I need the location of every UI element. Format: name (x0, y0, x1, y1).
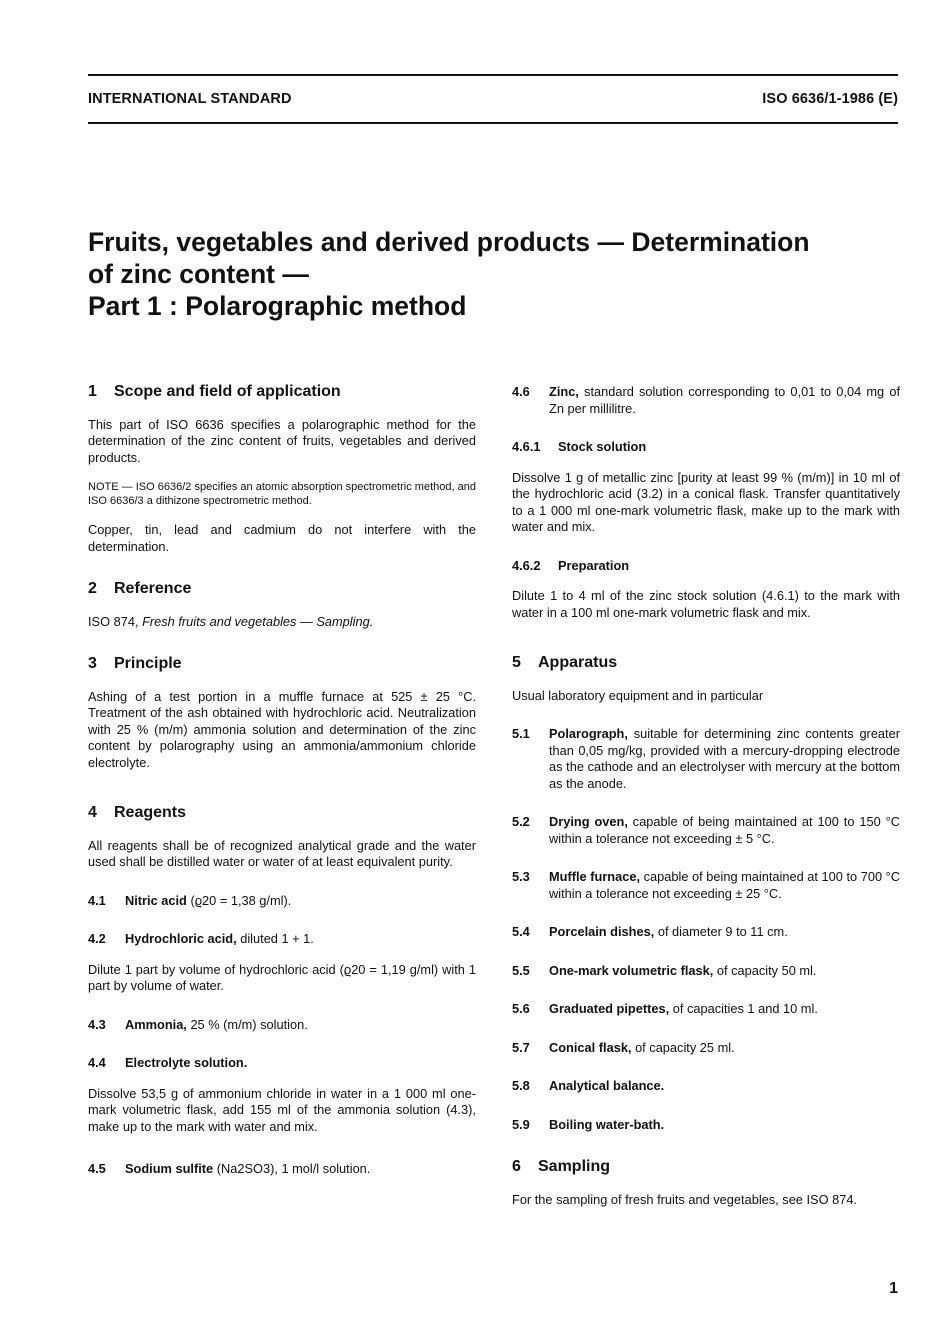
apparatus-5-8: 5.8 Analytical balance. (512, 1078, 665, 1093)
apparatus-paragraph: Usual laboratory equipment and in particular (512, 687, 764, 703)
reagents-paragraph: All reagents shall be of recognized analytical grade and the water used shall be distilled water or water of at least equivalent purity. (88, 837, 476, 869)
apparatus-5-1: 5.1 Polarograph, suitable for determining zinc contents greater than 0,05 mg/kg, provided with a mercury-dropping electrode as the cathode and an electrolyser with mercury at the bottom as the anode. (512, 726, 900, 791)
reagent-4-3: 4.3 Ammonia, 25 % (m/m) solution. (88, 1016, 308, 1032)
reference-entry: ISO 874, Fresh fruits and vegetables — Sampling. (88, 613, 374, 629)
section-4-heading: 4 Reagents (88, 804, 187, 821)
title-line-3: Part 1 : Polarographic method (88, 291, 467, 321)
interference-paragraph: Copper, tin, lead and cadmium do not interfere with the determination. (88, 522, 476, 554)
reagent-4-2-description: Dilute 1 part by volume of hydrochloric acid (ϱ20 = 1,19 g/ml) with 1 part by volume of water. (88, 961, 476, 993)
section-6-heading: 6 Sampling (512, 1158, 611, 1175)
left-column (88, 384, 476, 1192)
apparatus-5-9: 5.9 Boiling water-bath. (512, 1116, 665, 1132)
apparatus-5-7: 5.7 Conical flask, of capacity 25 ml. (512, 1039, 735, 1055)
reagent-4-5: 4.5 Sodium sulfite (Na2SO3), 1 mol/l solution. (88, 1161, 371, 1176)
section-1-heading: 1 Scope and field of application (88, 383, 341, 400)
apparatus-5-2: 5.2 Drying oven, capable of being maintained at 100 to 150 °C within a tolerance not exceeding ± 5 °C. (512, 814, 900, 846)
scope-paragraph: This part of ISO 6636 specifies a polarographic method for the determination of the zinc content of fruits, vegetables and derived products. (88, 416, 476, 465)
header-standard-label: INTERNATIONAL STANDARD (88, 91, 292, 107)
apparatus-5-4: 5.4 Porcelain dishes, of diameter 9 to 11 cm. (512, 924, 788, 939)
reagent-4-1: 4.1 Nitric acid (ϱ20 = 1,38 g/ml). (88, 892, 292, 908)
reagent-4-6: 4.6 Zinc, standard solution corresponding to 0,01 to 0,04 mg of Zn per millilitre. (512, 384, 900, 416)
principle-paragraph: Ashing of a test portion in a muffle furnace at 525 ± 25 °C. Treatment of the ash obtained with hydrochloric acid. Neutralization with 25 % (m/m) ammonia solution and determination of the zinc content by polarography using an ammonia/ammonium chloride electrolyte. (88, 688, 476, 770)
title-line-2: of zinc content — (88, 259, 309, 289)
document-title (88, 226, 908, 322)
section-2-heading: 2 Reference (88, 580, 192, 597)
preparation-paragraph: Dilute 1 to 4 ml of the zinc stock solution (4.6.1) to the mark with water in a 100 ml one-mark volumetric flask and mix. (512, 588, 900, 620)
section-3-heading: 3 Principle (88, 655, 182, 672)
apparatus-5-5: 5.5 One-mark volumetric flask, of capacity 50 ml. (512, 962, 817, 978)
reagent-4-6-2-heading: 4.6.2 Preparation (512, 557, 630, 573)
stock-solution-paragraph: Dissolve 1 g of metallic zinc [purity at least 99 % (m/m)] in 10 ml of the hydrochloric acid (3.2) in a conical flask. Transfer quantitatively to a 1 000 ml one-mark volumetric flask, make up to the mark with water and mix. (512, 469, 900, 534)
reagent-4-6-1-heading: 4.6.1 Stock solution (512, 439, 647, 454)
reagent-4-2: 4.2 Hydrochloric acid, diluted 1 + 1. (88, 931, 314, 946)
title-line-1: Fruits, vegetables and derived products — Determination (88, 227, 810, 257)
apparatus-5-6: 5.6 Graduated pipettes, of capacities 1 and 10 ml. (512, 1001, 818, 1016)
section-5-heading: 5 Apparatus (512, 654, 618, 671)
header-rule (88, 122, 898, 124)
reagent-4-4: 4.4 Electrolyte solution. (88, 1055, 248, 1070)
reagent-4-4-description: Dissolve 53,5 g of ammonium chloride in water in a 1 000 ml one-mark volumetric flask, add 155 ml of the ammonia solution (4.3), make up to the mark with water and mix. (88, 1085, 476, 1134)
right-column (512, 384, 900, 1222)
header-document-code: ISO 6636/1-1986 (E) (762, 91, 898, 107)
scope-note: NOTE — ISO 6636/2 specifies an atomic absorption spectrometric method, and ISO 6636/3 a dithizone spectrometric method. (88, 481, 476, 507)
page-number: 1 (889, 1280, 898, 1297)
apparatus-5-3: 5.3 Muffle furnace, capable of being maintained at 100 to 700 °C within a tolerance not exceeding ± 25 °C. (512, 869, 900, 901)
sampling-paragraph: For the sampling of fresh fruits and vegetables, see ISO 874. (512, 1191, 857, 1207)
top-rule (88, 74, 898, 76)
